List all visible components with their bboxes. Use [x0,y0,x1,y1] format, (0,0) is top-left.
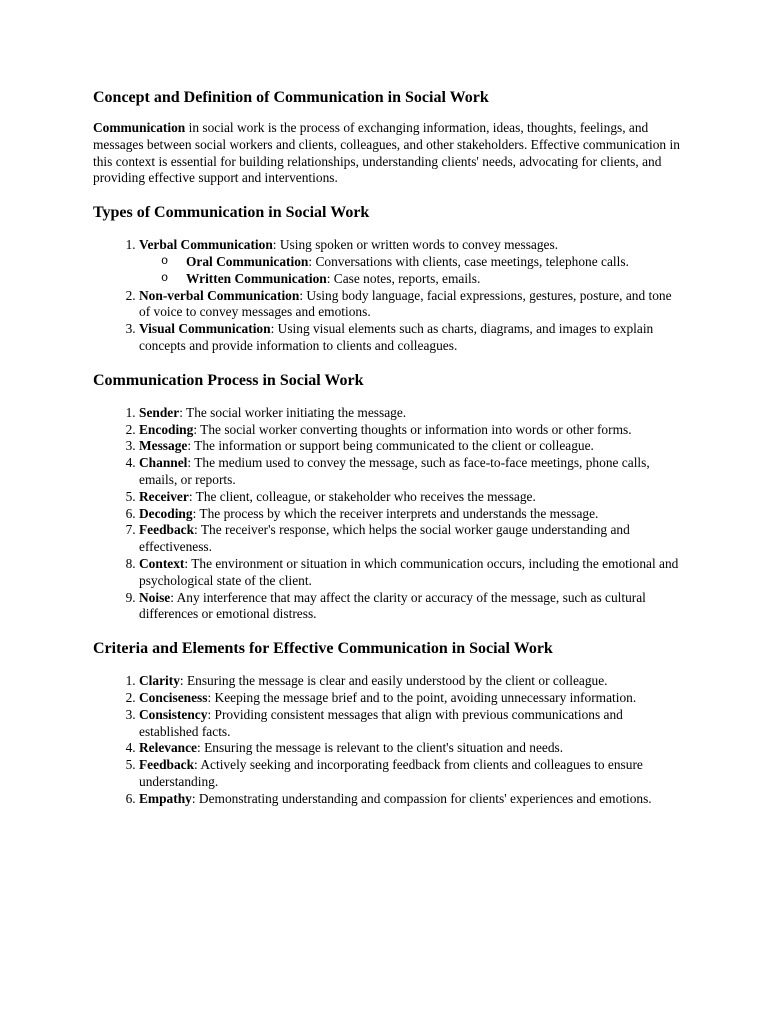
list-item-text: : Providing consistent messages that align with previous communications and established facts. [139,706,623,739]
list-item [139,489,683,506]
list-item-term: Context [139,555,185,571]
criteria-heading: Criteria and Elements for Effective Communication in Social Work [93,640,553,658]
list-item [139,422,683,439]
list-item-term: Conciseness [139,689,208,705]
list-item-text: : Keeping the message brief and to the point, avoiding unnecessary information. [207,689,637,705]
list-item [139,556,683,590]
list-item-text: : Demonstrating understanding and compassion for clients' experiences and emotions. [191,790,652,806]
list-item-text: : The receiver's response, which helps the social worker gauge understanding and effectiveness. [139,522,630,555]
list-item [139,321,683,355]
types-list [93,237,683,355]
criteria-list [93,673,683,807]
list-item-text: : The information or support being communicated to the client or colleague. [187,438,594,454]
process-list [93,405,683,623]
list-item-term: Visual Communication [139,321,271,337]
list-item [139,237,683,287]
list-item-text: : Actively seeking and incorporating feedback from clients and colleagues to ensure understanding. [139,757,643,789]
list-item [139,506,683,523]
list-item [139,740,683,757]
intro-term: Communication [93,120,186,135]
list-item-text: : Conversations with clients, case meetings, telephone calls. [308,253,629,269]
list-item [139,590,683,624]
list-item-text: : Ensuring the message is clear and easily understood by the client or colleague. [179,673,608,689]
document-page [93,84,683,808]
list-item-term: Non-verbal Communication [139,287,300,303]
list-item [139,288,683,322]
process-heading: Communication Process in Social Work [93,371,364,389]
list-item [139,438,683,455]
list-item-term: Message [139,438,188,454]
list-item-term: Encoding [139,421,194,437]
list-item-term: Clarity [139,673,180,689]
list-item-text: : Using visual elements such as charts, diagrams, and images to explain concepts and provide information to clients and colleagues. [139,321,654,353]
list-item [139,405,683,422]
list-item-text: : Case notes, reports, emails. [326,270,481,286]
intro-text: in social work is the process of exchanging information, ideas, thoughts, feelings, and messages between social workers and clients, colleagues, and other stakeholders. Effective communication in this context is essential for building relationships, understanding clients' needs, advocating for clients, and providing effective support and interventions. [93,120,680,186]
list-item-term: Consistency [139,706,208,722]
list-item-term: Sender [139,404,180,420]
list-item-text: : Using body language, facial expressions, gestures, posture, and tone of voice to convey messages and emotions. [139,287,672,320]
list-item [139,522,683,556]
list-item-term: Receiver [139,488,189,504]
sub-list-item [186,271,683,288]
list-item-term: Feedback [139,522,195,538]
list-item [139,707,683,741]
types-heading: Types of Communication in Social Work [93,204,370,222]
list-item-text: : Any interference that may affect the clarity or accuracy of the message, such as cultural differences or emotional distress. [139,589,646,622]
document-title: Concept and Definition of Communication in Social Work [93,89,489,106]
list-item-term: Written Communication [186,270,327,286]
list-item-text: : The client, colleague, or stakeholder who receives the message. [188,488,536,504]
list-item-text: : The social worker initiating the message. [179,404,407,420]
list-item-term: Oral Communication [186,253,309,269]
list-item-term: Noise [139,589,171,605]
list-item-text: : Using spoken or written words to convey messages. [272,237,559,253]
list-item-term: Channel [139,455,188,471]
list-item-text: : Ensuring the message is relevant to the client's situation and needs. [197,740,564,756]
list-item-term: Feedback [139,757,195,773]
list-item-term: Verbal Communication [139,237,273,253]
verbal-sublist [139,254,683,288]
list-item [139,673,683,690]
sub-list-item [186,254,683,271]
list-item-text: : The social worker converting thoughts or information into words or other forms. [193,421,632,437]
list-item [139,757,683,791]
list-item [139,455,683,489]
list-item-text: : The process by which the receiver interprets and understands the message. [192,505,599,521]
list-item-term: Relevance [139,740,198,756]
list-item-term: Empathy [139,790,192,806]
intro-paragraph [93,120,683,187]
list-item [139,690,683,707]
list-item-term: Decoding [139,505,193,521]
list-item-text: : The medium used to convey the message, such as face-to-face meetings, phone calls, emails, or reports. [139,455,650,487]
list-item [139,791,683,808]
list-item-text: : The environment or situation in which communication occurs, including the emotional and psychological state of the client. [139,555,679,588]
